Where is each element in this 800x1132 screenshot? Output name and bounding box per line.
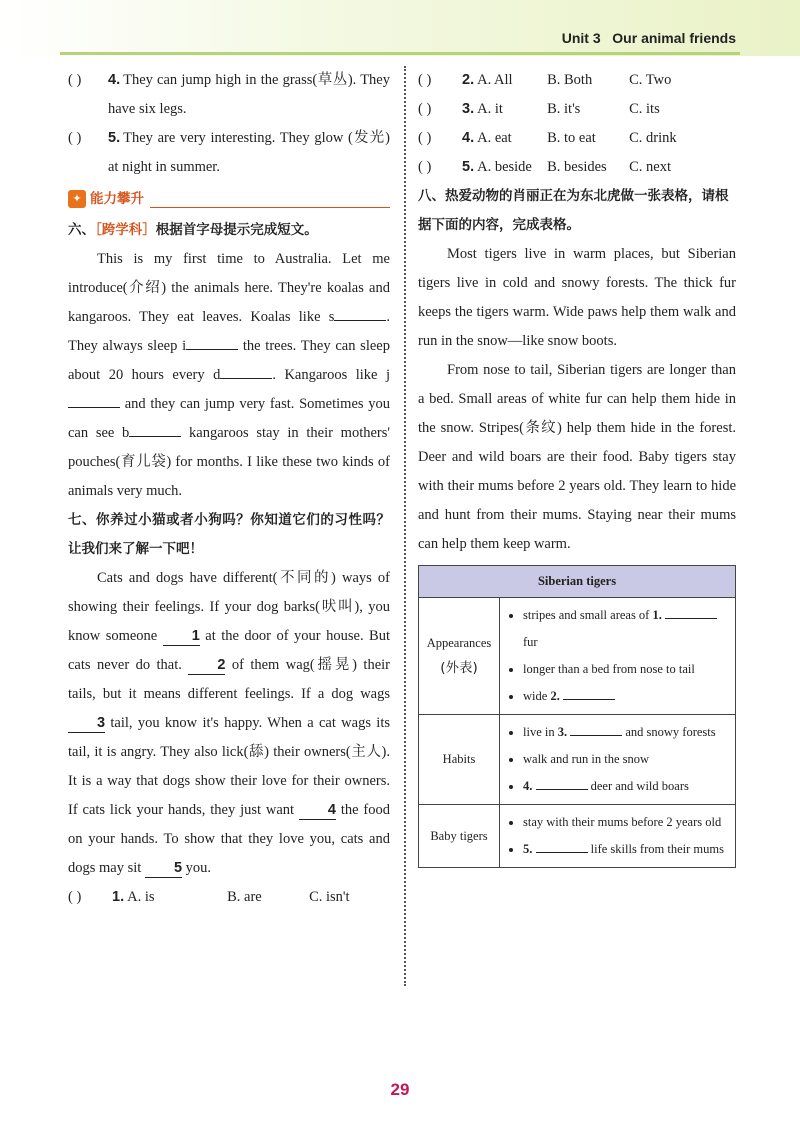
unit-header xyxy=(562,30,736,46)
section-prefix: 六、 xyxy=(68,222,95,238)
question-text: They can jump high in the grass(草丛). They have six legs. xyxy=(108,72,390,117)
section-8-paragraph: Most tigers live in warm places, but Siberian tigers live in cold and snowy forests. The thick fur keeps the tigers warm. Wide paws help them walk and run in the snow—like snow boots. xyxy=(418,246,736,349)
fill-blank[interactable] xyxy=(665,602,717,619)
option-b[interactable]: B. to eat xyxy=(547,130,596,146)
list-item: • stripes and small areas of 1. fur xyxy=(523,602,730,656)
numbered-blank[interactable]: 2 xyxy=(188,656,225,675)
cross-subject-tag: ［跨学科］ xyxy=(95,222,156,238)
list-item: • wide 2. xyxy=(523,683,730,710)
header-band xyxy=(0,0,800,56)
right-column xyxy=(418,66,736,868)
list-item: • stay with their mums before 2 years old xyxy=(523,809,730,836)
numbered-blank[interactable]: 3 xyxy=(68,714,105,733)
answer-paren[interactable]: ( ) xyxy=(68,889,82,905)
section-7-passage: Cats and dogs have different(不同的) ways of showing their feelings. If your dog barks(吠叫), you know someone 1 at the door of your house. But cats never do that. 2 of them wag(摇晃) their tails, but it means different feelings. If a dog wags 3 tail, you know it's happy. When a cat wags its tail, it is angry. They also lick(舔) their owners(主人). It is a way that dogs show their love for their owners. If cats lick your hands, they just want 4 the food on your hands. To show that they love you, cats and dogs may sit 5 you. xyxy=(68,570,391,876)
section-6-passage: This is my first time to Australia. Let me introduce(介绍) the animals here. They're koalas and kangaroos. They eat leaves. Koalas like s . They always sleep i the trees. They can sleep about 20 hours every d . Kangaroos like j and they can jump very fast. Sometimes you can see b kangaroos stay in their mothers' pouches(育儿袋) for months. I like these two kinds of animals very much. xyxy=(68,251,390,499)
question-item xyxy=(68,124,390,182)
ability-banner xyxy=(68,184,390,214)
row-content xyxy=(500,715,736,805)
option-b[interactable]: B. are xyxy=(227,889,262,905)
row-label: Appearances (外表) xyxy=(419,598,500,715)
question-number: 5. xyxy=(108,130,121,146)
left-column xyxy=(68,66,390,912)
question-item xyxy=(68,66,390,124)
banner-label: 能力攀升 xyxy=(90,190,144,207)
section-8-title: 八、热爱动物的肖丽正在为东北虎做一张表格，请根据下面的内容，完成表格。 xyxy=(418,188,729,233)
column-divider xyxy=(404,66,406,986)
fill-blank[interactable] xyxy=(563,683,615,700)
choice-item xyxy=(418,153,736,182)
flame-icon: ✦ xyxy=(68,190,86,208)
numbered-blank[interactable]: 5 xyxy=(145,859,182,878)
option-a[interactable]: A. it xyxy=(477,101,503,117)
table-row xyxy=(419,598,736,715)
answer-paren[interactable]: ( ) xyxy=(68,130,82,146)
section-8-paragraph: From nose to tail, Siberian tigers are longer than a bed. Small areas of white fur can help them hide in the snow. Stripes(条纹) help them hide in the forest. Deer and wild boars are their food. Baby tigers stay with their mums before 2 years old. They learn to hide and hunt from their mums. Staying near their mums can help them keep warm. xyxy=(418,362,736,552)
list-item: • live in 3. and snowy forests xyxy=(523,719,730,746)
choice-item xyxy=(418,124,736,153)
option-a[interactable]: A. is xyxy=(127,889,155,905)
option-a[interactable]: A. All xyxy=(477,72,513,88)
fill-blank[interactable] xyxy=(68,391,120,408)
section-7-title: 七、你养过小猫或者小狗吗？你知道它们的习性吗？让我们来了解一下吧！ xyxy=(68,512,390,557)
question-number: 2. xyxy=(462,72,475,88)
question-number: 3. xyxy=(462,101,475,117)
page-number: 29 xyxy=(390,1080,410,1099)
answer-paren[interactable]: ( ) xyxy=(418,159,432,175)
question-number: 4. xyxy=(462,130,475,146)
option-b[interactable]: B. Both xyxy=(547,72,593,88)
choice-item xyxy=(68,883,390,912)
fill-blank[interactable] xyxy=(570,719,622,736)
header-rule xyxy=(60,52,740,55)
list-item: • longer than a bed from nose to tail xyxy=(523,656,730,683)
answer-paren[interactable]: ( ) xyxy=(418,101,432,117)
option-c[interactable]: C. next xyxy=(629,159,671,175)
fill-blank[interactable] xyxy=(536,836,588,853)
unit-label: Unit 3 xyxy=(561,30,601,46)
numbered-blank[interactable]: 1 xyxy=(163,627,200,646)
choice-item xyxy=(418,95,736,124)
option-c[interactable]: C. drink xyxy=(629,130,677,146)
table-row xyxy=(419,805,736,868)
section-instruction: 根据首字母提示完成短文。 xyxy=(155,222,318,238)
answer-paren[interactable]: ( ) xyxy=(418,72,432,88)
choice-item xyxy=(418,66,736,95)
option-b[interactable]: B. it's xyxy=(547,101,581,117)
fill-blank[interactable] xyxy=(220,362,272,379)
option-b[interactable]: B. besides xyxy=(547,159,607,175)
question-number: 1. xyxy=(112,889,125,905)
unit-title: Our animal friends xyxy=(612,30,736,46)
fill-blank[interactable] xyxy=(536,773,588,790)
option-c[interactable]: C. Two xyxy=(629,72,672,88)
section-6-title xyxy=(68,216,390,245)
list-item: • 4. deer and wild boars xyxy=(523,773,730,800)
fill-blank[interactable] xyxy=(186,333,238,350)
fill-blank[interactable] xyxy=(129,420,181,437)
answer-paren[interactable]: ( ) xyxy=(418,130,432,146)
question-number: 5. xyxy=(462,159,475,175)
option-a[interactable]: A. eat xyxy=(477,130,512,146)
tiger-table xyxy=(418,565,736,868)
row-label: Habits xyxy=(419,715,500,805)
row-content xyxy=(500,598,736,715)
option-a[interactable]: A. beside xyxy=(477,159,532,175)
row-label: Baby tigers xyxy=(419,805,500,868)
list-item: • 5. life skills from their mums xyxy=(523,836,730,863)
table-header: Siberian tigers xyxy=(419,566,736,598)
question-number: 4. xyxy=(108,72,121,88)
banner-rule xyxy=(150,207,390,208)
row-content xyxy=(500,805,736,868)
numbered-blank[interactable]: 4 xyxy=(299,801,336,820)
fill-blank[interactable] xyxy=(334,304,386,321)
option-c[interactable]: C. isn't xyxy=(309,889,350,905)
table-row xyxy=(419,715,736,805)
answer-paren[interactable]: ( ) xyxy=(68,72,82,88)
question-text: They are very interesting. They glow (发光) at night in summer. xyxy=(108,130,390,175)
list-item: • walk and run in the snow xyxy=(523,746,730,773)
option-c[interactable]: C. its xyxy=(629,101,660,117)
